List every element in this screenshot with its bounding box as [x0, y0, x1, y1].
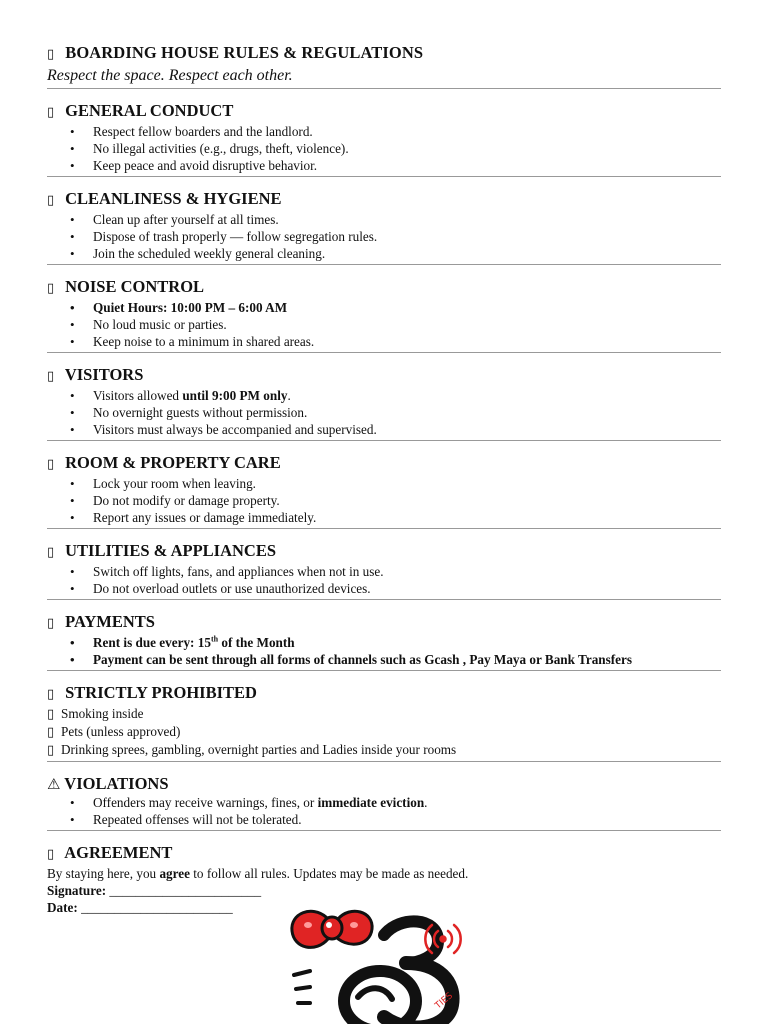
list-item: • Keep peace and avoid disruptive behavior.	[47, 157, 721, 174]
list-item: • No illegal activities (e.g., drugs, theft, violence).	[47, 140, 721, 157]
section-title: ▯ PAYMENTS	[47, 612, 721, 634]
rule-list	[47, 634, 721, 668]
document-title: ▯ BOARDING HOUSE RULES & REGULATIONS	[47, 42, 721, 65]
rules-document	[47, 42, 721, 916]
section-visitors	[47, 365, 721, 441]
list-item: • Report any issues or damage immediately.	[47, 509, 721, 526]
section-title: ▯ CLEANLINESS & HYGIENE	[47, 189, 721, 211]
divider	[47, 599, 721, 600]
list-item: • Do not overload outlets or use unauthorized devices.	[47, 580, 721, 597]
section-noise-control	[47, 277, 721, 353]
rule-list	[47, 299, 721, 350]
list-item: • No loud music or parties.	[47, 316, 721, 333]
warning-icon: ⚠	[47, 775, 61, 793]
section-title: ▯ GENERAL CONDUCT	[47, 101, 721, 123]
section-cleanliness	[47, 189, 721, 265]
section-title: ▯ AGREEMENT	[47, 843, 721, 865]
divider	[47, 830, 721, 831]
list-item: • Repeated offenses will not be tolerated.	[47, 811, 721, 828]
section-general-conduct	[47, 101, 721, 177]
clipboard-icon: ▯	[47, 47, 55, 62]
section-title: ▯ UTILITIES & APPLIANCES	[47, 541, 721, 563]
section-icon: ▯	[47, 457, 55, 472]
divider	[47, 528, 721, 529]
list-item: • Do not modify or damage property.	[47, 492, 721, 509]
list-item: • Lock your room when leaving.	[47, 475, 721, 492]
svg-text:TIES: TIES	[433, 991, 455, 1012]
list-item: • Dispose of trash properly — follow segregation rules.	[47, 228, 721, 245]
list-item: • Payment can be sent through all forms of channels such as Gcash , Pay Maya or Bank Transfers	[47, 651, 721, 668]
section-icon: ▯	[47, 281, 55, 296]
rule-list	[47, 794, 721, 828]
section-title: ▯ ROOM & PROPERTY CARE	[47, 453, 721, 475]
section-icon: ▯	[47, 687, 55, 702]
section-icon: ▯	[47, 369, 55, 384]
section-icon: ▯	[47, 193, 55, 208]
list-item: • Visitors allowed until 9:00 PM only.	[47, 387, 721, 404]
rule-list	[47, 563, 721, 597]
prohibited-icon: ▯	[47, 725, 55, 740]
section-room-property	[47, 453, 721, 529]
rule-list	[47, 387, 721, 438]
section-title: ▯ NOISE CONTROL	[47, 277, 721, 299]
divider	[47, 176, 721, 177]
divider	[47, 264, 721, 265]
list-item: • Respect fellow boarders and the landlord.	[47, 123, 721, 140]
list-item: • No overnight guests without permission.	[47, 404, 721, 421]
prohibited-icon: ▯	[47, 743, 55, 758]
whiskers	[294, 971, 310, 1003]
list-item: • Visitors must always be accompanied and supervised.	[47, 421, 721, 438]
bow-shape	[292, 911, 372, 947]
section-violations	[47, 774, 721, 831]
section-utilities	[47, 541, 721, 600]
section-icon: ▯	[47, 545, 55, 560]
section-title: ▯ STRICTLY PROHIBITED	[47, 683, 721, 705]
rule-list	[47, 123, 721, 174]
section-icon: ▯	[47, 616, 55, 631]
date-line[interactable]: Date: _______________________	[47, 900, 233, 915]
divider	[47, 670, 721, 671]
list-item: • Rent is due every: 15th of the Month	[47, 634, 721, 651]
list-item: • Quiet Hours: 10:00 PM – 6:00 AM	[47, 299, 721, 316]
prohibited-item: ▯ Pets (unless approved)	[47, 724, 181, 740]
rule-list	[47, 475, 721, 526]
agreement-text: By staying here, you agree to follow all rules. Updates may be made as needed.	[47, 866, 469, 881]
section-title: ⚠ VIOLATIONS	[47, 774, 169, 793]
divider	[47, 440, 721, 441]
section-icon: ▯	[47, 105, 55, 120]
list-item: • Keep noise to a minimum in shared areas.	[47, 333, 721, 350]
divider	[47, 761, 721, 762]
brand-logo	[288, 905, 478, 1024]
section-title: ▯ VISITORS	[47, 365, 721, 387]
divider	[47, 352, 721, 353]
list-item: • Offenders may receive warnings, fines, or immediate eviction.	[47, 794, 721, 811]
section-strictly-prohibited	[47, 683, 721, 762]
rule-list	[47, 211, 721, 262]
list-item: • Clean up after yourself at all times.	[47, 211, 721, 228]
section-payments	[47, 612, 721, 671]
divider	[47, 88, 721, 89]
prohibited-item: ▯ Drinking sprees, gambling, overnight parties and Ladies inside your rooms	[47, 742, 457, 758]
list-item: • Join the scheduled weekly general cleaning.	[47, 245, 721, 262]
prohibited-icon: ▯	[47, 707, 55, 722]
document-subtitle: Respect the space. Respect each other.	[47, 67, 293, 84]
list-item: • Switch off lights, fans, and appliances when not in use.	[47, 563, 721, 580]
signature-line[interactable]: Signature: _______________________	[47, 883, 262, 898]
prohibited-item: ▯ Smoking inside	[47, 706, 144, 722]
section-icon: ▯	[47, 847, 55, 862]
